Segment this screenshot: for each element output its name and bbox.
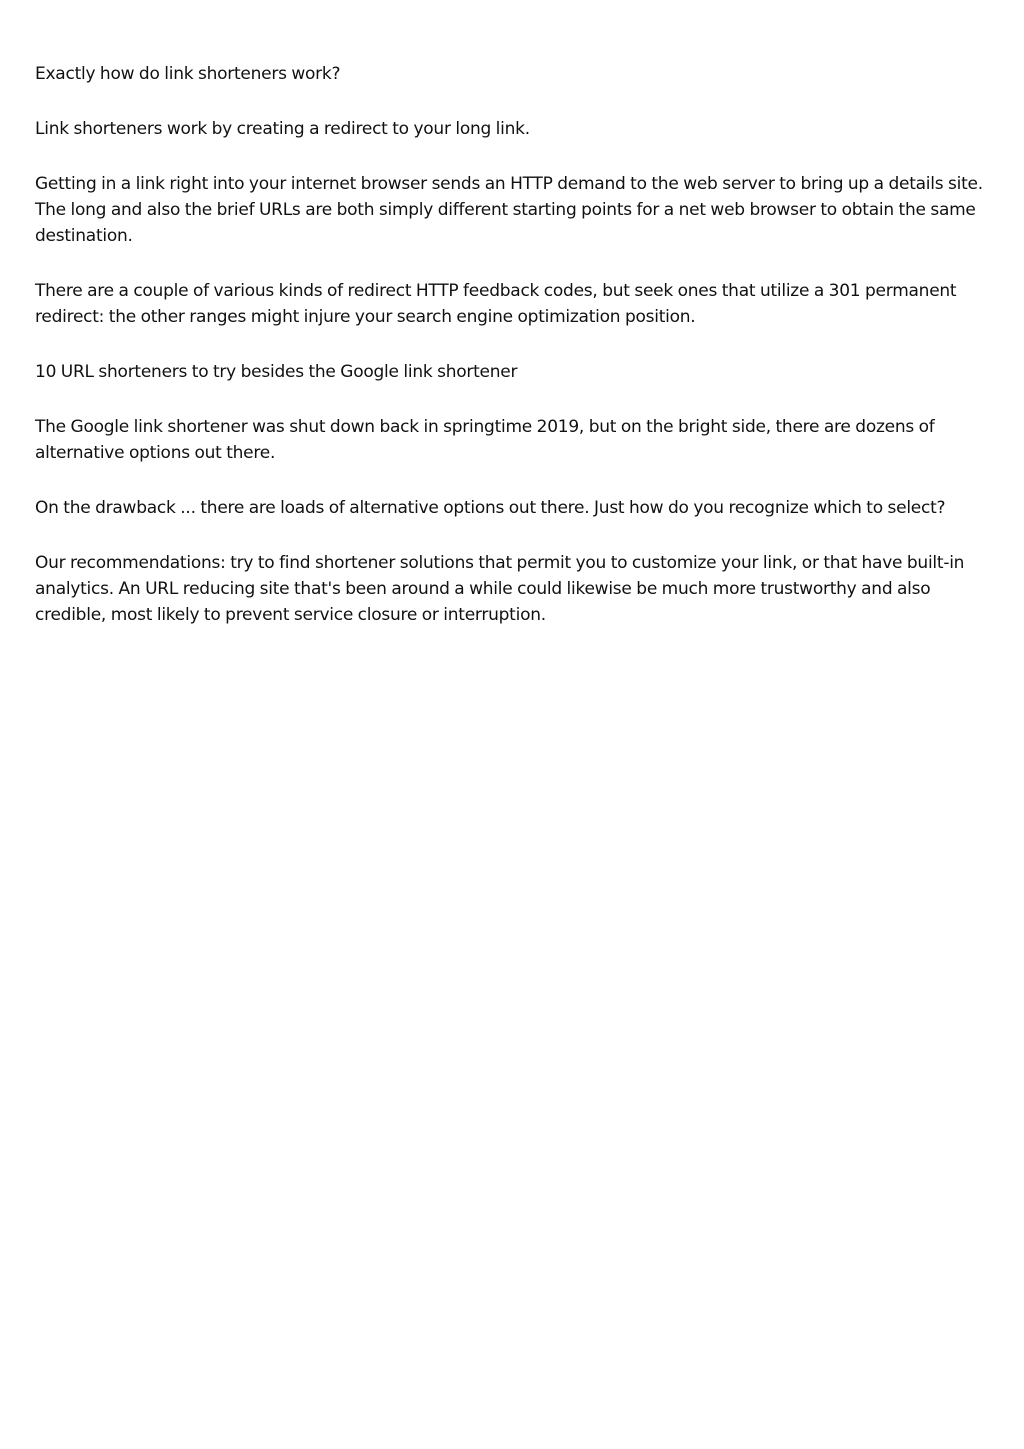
paragraph-drawback: On the drawback ... there are loads of alternative options out there. Just how do you recognize which to select? — [35, 498, 946, 518]
paragraph-http-request: Getting in a link right into your internet browser sends an HTTP demand to the web server to bring up a details site. The long and also the brief URLs are both simply different starting points for a net web browser to obtain the same destination. — [35, 174, 983, 246]
paragraph-redirect-codes: There are a couple of various kinds of redirect HTTP feedback codes, but seek ones that utilize a 301 permanent redirect: the other ranges might injure your search engine optimization position. — [35, 281, 957, 327]
paragraph-recommendations: Our recommendations: try to find shortener solutions that permit you to customize your link, or that have built-in analytics. An URL reducing site that's been around a while could likewise be much more trustworthy and also credible, most likely to prevent service closure or interruption. — [35, 553, 965, 625]
heading-how-shorteners-work: Exactly how do link shorteners work? — [35, 64, 341, 84]
heading-ten-url-shorteners: 10 URL shorteners to try besides the Google link shortener — [35, 362, 518, 382]
paragraph-redirect-summary: Link shorteners work by creating a redirect to your long link. — [35, 119, 530, 139]
paragraph-google-shutdown: The Google link shortener was shut down back in springtime 2019, but on the bright side, there are dozens of alternative options out there. — [35, 417, 935, 463]
document-body — [35, 61, 990, 657]
